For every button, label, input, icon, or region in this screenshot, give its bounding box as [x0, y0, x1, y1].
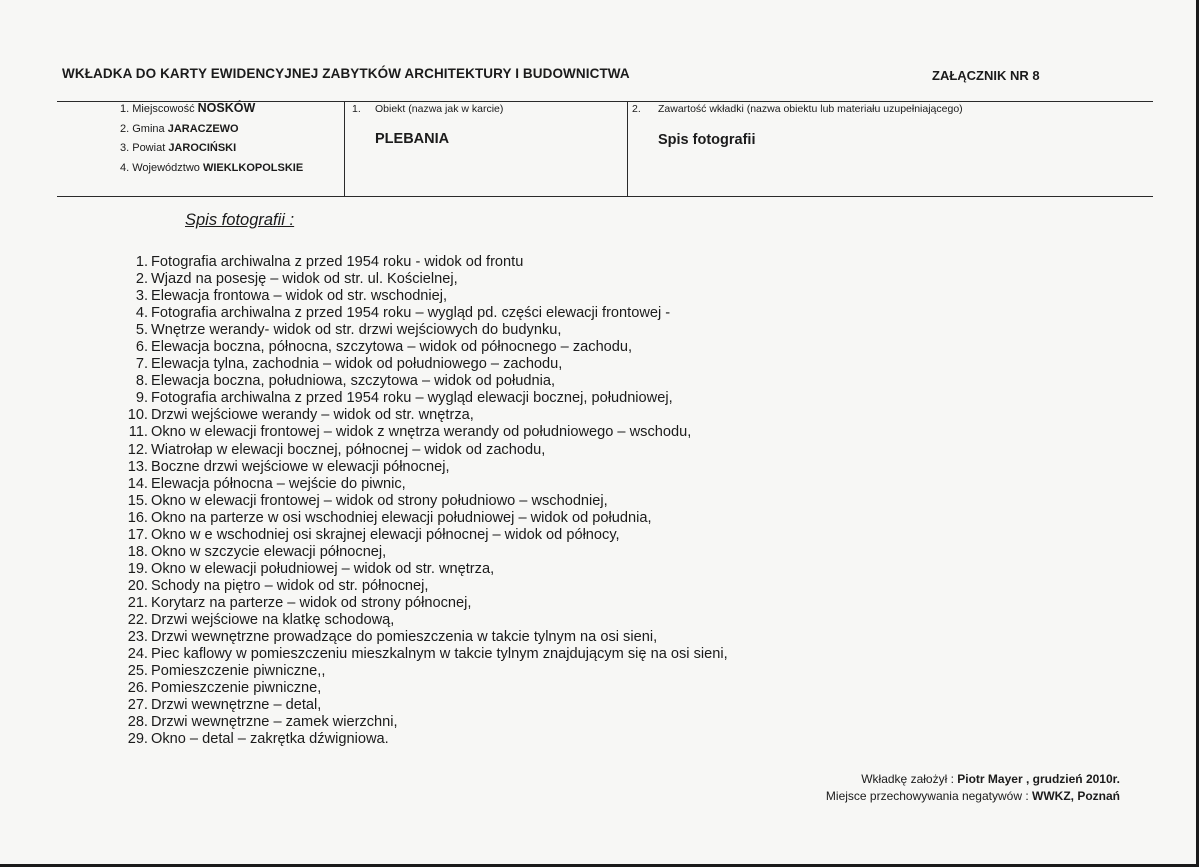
list-item-number: 1.: [135, 254, 148, 270]
list-item-text: Schody na piętro – widok od str. północnej,: [151, 577, 429, 594]
locality-value: NOSKÓW: [197, 101, 256, 115]
list-item-number: 23.: [127, 629, 148, 646]
table-bottom-border: [57, 196, 1153, 197]
list-item: [112, 424, 728, 441]
list-item-number: 29.: [127, 731, 148, 748]
list-item-text: Okno na parterze w osi wschodniej elewacji południowej – widok od południa,: [151, 509, 652, 526]
list-item-number: 25.: [127, 663, 148, 680]
list-item-text: Fotografia archiwalna z przed 1954 roku – wygląd pd. części elewacji frontowej -: [151, 305, 671, 322]
list-item: [112, 493, 728, 510]
voivodeship-value: WIEKLKOPOLSKIE: [202, 162, 304, 174]
list-item-text: Okno w szczycie elewacji północnej,: [151, 543, 387, 560]
storage-label: Miejsce przechowywania negatywów :: [825, 789, 1029, 803]
list-item: [112, 578, 728, 595]
commune-label: 2. Gmina: [120, 123, 165, 135]
list-item-text: Wnętrze werandy- widok od str. drzwi wejściowych do budynku,: [151, 322, 562, 339]
list-item-text: Okno w elewacji frontowej – widok od strony południowo – wschodniej,: [151, 492, 608, 509]
contents-label-number: 2.: [632, 103, 641, 115]
county-label: 3. Powiat: [120, 142, 166, 154]
author-label: Wkładkę założył :: [861, 772, 954, 786]
list-item-text: Drzwi wejściowe werandy – widok od str. wnętrza,: [151, 407, 474, 424]
list-item: [112, 510, 728, 527]
list-item-number: 20.: [127, 577, 148, 594]
author-line: [861, 772, 1120, 786]
list-item-text: Okno w elewacji południowej – widok od str. wnętrza,: [151, 560, 495, 577]
list-item: [112, 731, 728, 748]
list-item: [112, 629, 728, 646]
author-value: Piotr Mayer , grudzień 2010r.: [957, 772, 1120, 786]
list-item: [112, 390, 728, 407]
list-item: [112, 271, 728, 288]
list-item-number: 8.: [135, 373, 148, 390]
list-item-text: Drzwi wewnętrzne – zamek wierzchni,: [151, 714, 398, 731]
list-item-text: Drzwi wewnętrzne – detal,: [151, 697, 322, 714]
list-item-text: Okno w e wschodniej osi skrajnej elewacji północnej – widok od północy,: [151, 526, 620, 543]
list-item: [112, 527, 728, 544]
voivodeship-label: 4. Województwo: [120, 162, 200, 174]
list-item-text: Fotografia archiwalna z przed 1954 roku - widok od frontu: [151, 254, 524, 270]
list-item-text: Okno – detal – zakrętka dźwigniowa.: [151, 731, 389, 748]
list-item-number: 11.: [128, 424, 148, 441]
list-item-number: 17.: [127, 526, 148, 543]
list-item-number: 24.: [127, 646, 148, 663]
list-item-text: Wjazd na posesję – widok od str. ul. Kościelnej,: [151, 271, 458, 288]
list-item: [112, 646, 728, 663]
list-item-number: 9.: [135, 390, 148, 407]
list-item-number: 28.: [127, 714, 148, 731]
list-item: [112, 288, 728, 305]
list-item-text: Elewacja frontowa – widok od str. wschodniej,: [151, 288, 448, 305]
object-label-number: 1.: [352, 103, 361, 115]
list-item-text: Pomieszczenie piwniczne,,: [151, 663, 326, 680]
list-item: [112, 339, 728, 356]
photo-list-heading: Spis fotografii :: [185, 211, 295, 229]
table-divider-1: [344, 101, 345, 197]
list-item-text: Boczne drzwi wejściowe w elewacji północnej,: [151, 458, 450, 475]
commune-value: JARACZEWO: [167, 123, 239, 135]
county-value: JAROCIŃSKI: [168, 142, 237, 154]
list-item-number: 18.: [127, 543, 148, 560]
list-item-text: Elewacja boczna, północna, szczytowa – widok od północnego – zachodu,: [151, 339, 633, 356]
storage-line: [826, 789, 1120, 803]
list-item-number: 13.: [127, 458, 148, 475]
list-item: [112, 680, 728, 697]
list-item-text: Elewacja tylna, zachodnia – widok od południowego – zachodu,: [151, 356, 563, 373]
contents-label: Zawartość wkładki (nazwa obiektu lub materiału uzupełniającego): [658, 103, 963, 115]
list-item-number: 27.: [127, 697, 148, 714]
list-item: [112, 561, 728, 578]
list-item-number: 2.: [135, 271, 148, 288]
list-item: [112, 612, 728, 629]
list-item-text: Fotografia archiwalna z przed 1954 roku – wygląd elewacji bocznej, południowej,: [151, 390, 673, 407]
list-item: [112, 459, 728, 476]
storage-value: WWKZ, Poznań: [1032, 789, 1120, 803]
list-item-number: 15.: [127, 492, 148, 509]
list-item: [112, 714, 728, 731]
list-item-number: 21.: [127, 594, 148, 611]
list-item-text: Elewacja boczna, południowa, szczytowa – widok od południa,: [151, 373, 556, 390]
list-item-text: Drzwi wejściowe na klatkę schodową,: [151, 611, 395, 628]
list-item: [112, 476, 728, 493]
list-item: [112, 322, 728, 339]
list-item-number: 12.: [127, 441, 148, 458]
list-item: [112, 595, 728, 612]
list-item-text: Piec kaflowy w pomieszczeniu mieszkalnym w takcie tylnym znajdującym się na osi sieni,: [151, 646, 728, 663]
county-row: [120, 142, 236, 154]
list-item-number: 14.: [127, 475, 148, 492]
list-item: [112, 407, 728, 424]
annex-number: ZAŁĄCZNIK NR 8: [932, 68, 1040, 83]
voivodeship-row: [120, 162, 303, 174]
list-item-number: 4.: [135, 305, 148, 322]
list-item: [112, 254, 728, 271]
list-item-text: Wiatrołap w elewacji bocznej, północnej – widok od zachodu,: [151, 441, 546, 458]
locality-row: [120, 101, 255, 115]
list-item-text: Pomieszczenie piwniczne,: [151, 680, 322, 697]
list-item: [112, 663, 728, 680]
list-item-number: 16.: [127, 509, 148, 526]
object-label: Obiekt (nazwa jak w karcie): [375, 103, 504, 115]
object-value: PLEBANIA: [375, 131, 450, 147]
list-item-number: 10.: [127, 407, 148, 424]
list-item-number: 5.: [135, 322, 148, 339]
list-item: [112, 356, 728, 373]
list-item-text: Okno w elewacji frontowej – widok z wnętrza werandy od południowego – wschodu,: [151, 424, 692, 441]
list-item: [112, 544, 728, 561]
list-item: [112, 697, 728, 714]
list-item-number: 26.: [127, 680, 148, 697]
locality-label: 1. Miejscowość: [120, 103, 195, 115]
contents-value: Spis fotografii: [658, 132, 756, 148]
document-title: WKŁADKA DO KARTY EWIDENCYJNEJ ZABYTKÓW ARCHITEKTURY I BUDOWNICTWA: [62, 66, 630, 81]
list-item-number: 22.: [127, 611, 148, 628]
list-item: [112, 373, 728, 390]
photo-list: [112, 254, 728, 748]
list-item-text: Korytarz na parterze – widok od strony północnej,: [151, 594, 472, 611]
list-item-text: Drzwi wewnętrzne prowadzące do pomieszczenia w takcie tylnym na osi sieni,: [151, 629, 658, 646]
commune-row: [120, 123, 239, 135]
list-item-number: 7.: [135, 356, 148, 373]
list-item: [112, 442, 728, 459]
table-divider-2: [627, 101, 628, 197]
list-item-number: 3.: [135, 288, 148, 305]
list-item-text: Elewacja północna – wejście do piwnic,: [151, 475, 406, 492]
list-item: [112, 305, 728, 322]
list-item-number: 19.: [127, 560, 148, 577]
list-item-number: 6.: [135, 339, 148, 356]
